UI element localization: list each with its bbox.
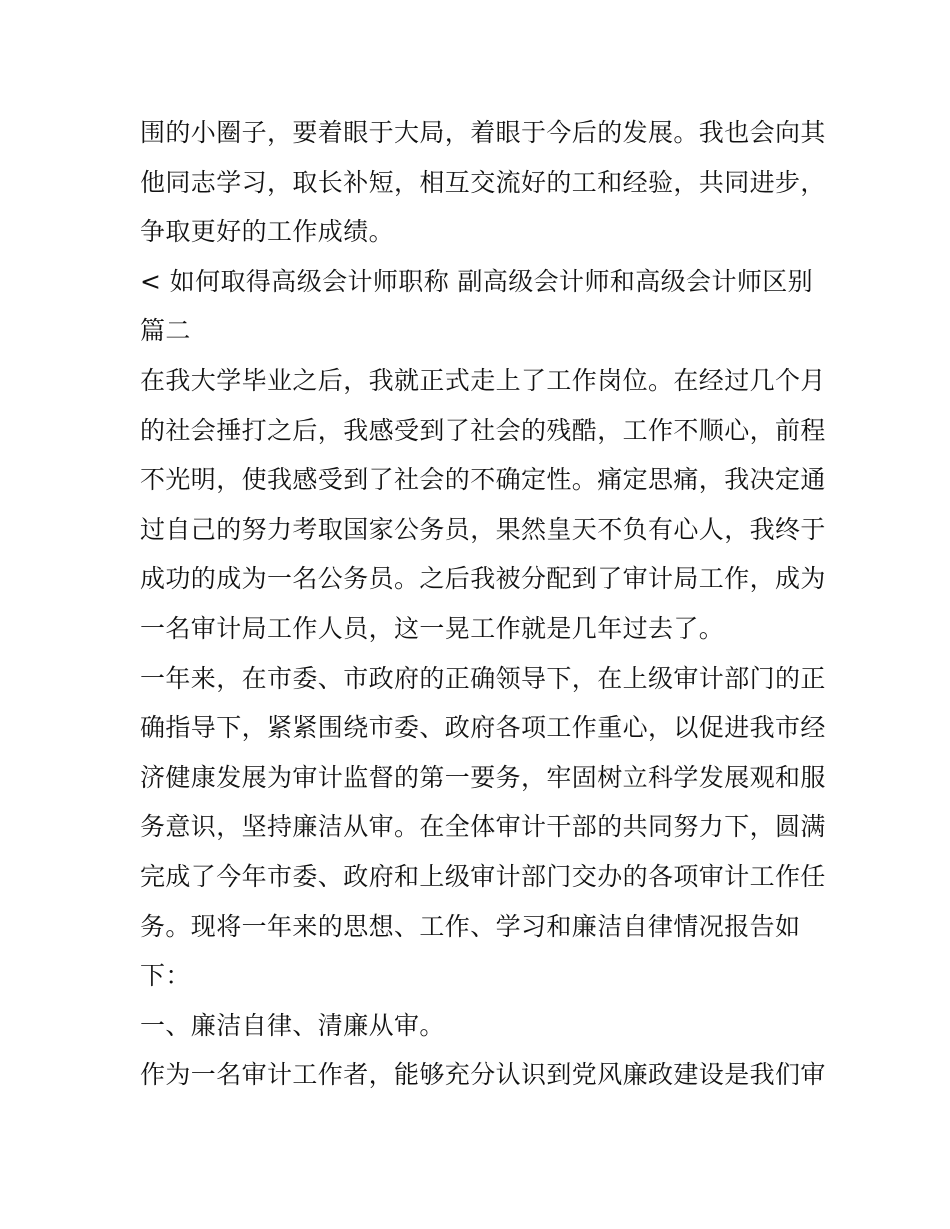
text-line: 围的小圈子，要着眼于大局，着眼于今后的发展。我也会向其 — [140, 118, 826, 147]
text-line: 争取更好的工作成绩。 — [140, 217, 395, 247]
related-article-link[interactable]: < 如何取得高级会计师职称 副高级会计师和高级会计师区别 — [140, 266, 814, 296]
subsection-heading: 一、廉洁自律、清廉从审。 — [140, 1010, 445, 1040]
text-line: 成功的成为一名公务员。之后我被分配到了审计局工作，成为 — [140, 564, 826, 594]
text-line: 作为一名审计工作者，能够充分认识到党风廉政建设是我们审 — [140, 1060, 826, 1090]
text-line: 不光明，使我感受到了社会的不确定性。痛定思痛，我决定通 — [140, 465, 826, 495]
text-line: 确指导下，紧紧围绕市委、政府各项工作重心，以促进我市经 — [140, 713, 826, 743]
text-line: 济健康发展为审计监督的第一要务，牢固树立科学发展观和服 — [140, 762, 826, 792]
text-line: 下： — [140, 961, 191, 991]
section-heading: 篇二 — [140, 316, 191, 346]
text-line: 他同志学习，取长补短，相互交流好的工和经验，共同进步， — [140, 167, 826, 197]
text-line: 务意识，坚持廉洁从审。在全体审计干部的共同努力下，圆满 — [140, 812, 826, 842]
text-line: 过自己的努力考取国家公务员，果然皇天不负有心人，我终于 — [140, 514, 826, 544]
text-line: 一名审计局工作人员，这一晃工作就是几年过去了。 — [140, 613, 725, 643]
text-line: 务。现将一年来的思想、工作、学习和廉洁自律情况报告如 — [140, 911, 801, 941]
document-body — [140, 108, 826, 1100]
text-line: 完成了今年市委、政府和上级审计部门交办的各项审计工作任 — [140, 861, 826, 891]
text-line: 的社会捶打之后，我感受到了社会的残酷，工作不顺心，前程 — [140, 415, 826, 445]
text-line: 一年来，在市委、市政府的正确领导下，在上级审计部门的正 — [140, 663, 826, 693]
text-line: 在我大学毕业之后，我就正式走上了工作岗位。在经过几个月 — [140, 365, 826, 395]
